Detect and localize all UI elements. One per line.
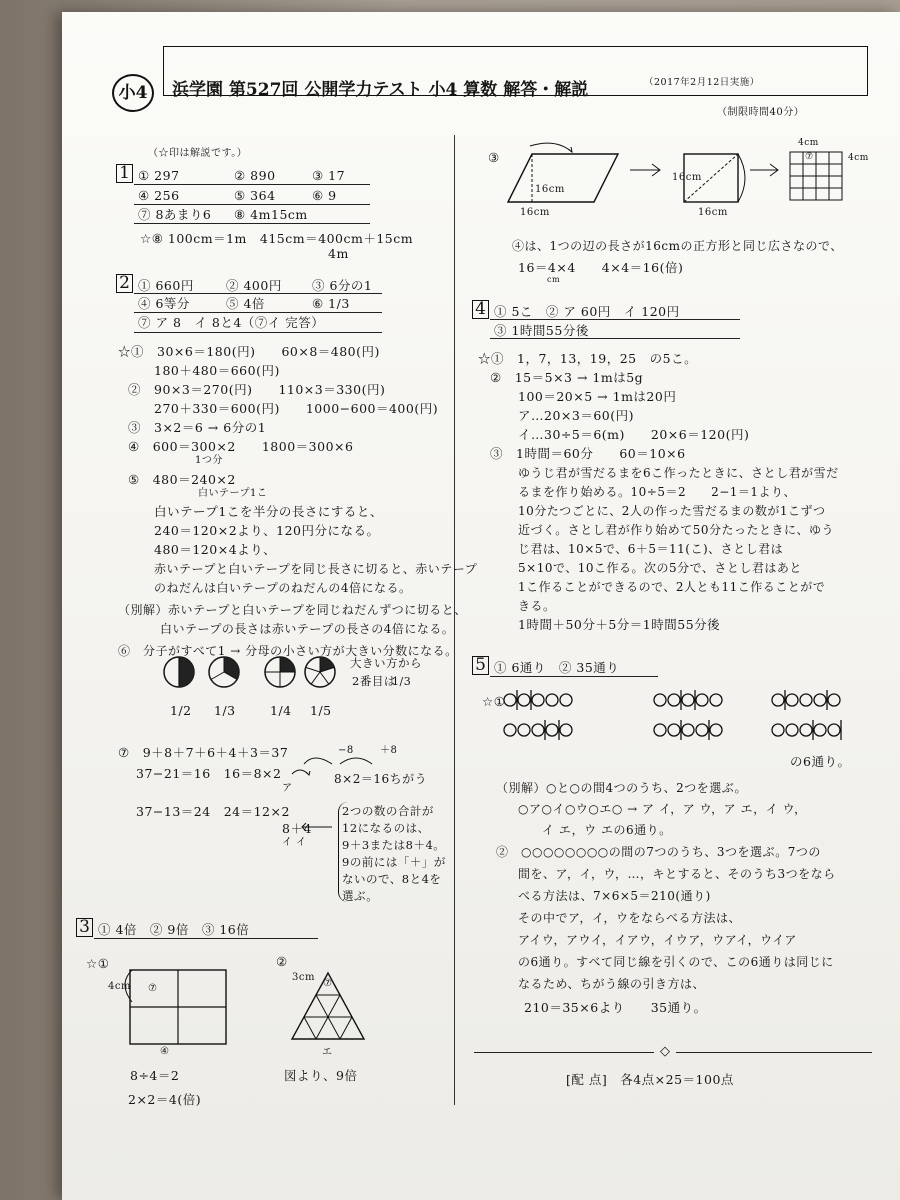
s4-line-7: ゆうじ君が雪だるまを6こ作ったときに、さとし君が雪だ bbox=[518, 466, 839, 480]
s3-fig1-eq2: 2×2＝4(倍) bbox=[128, 1092, 202, 1107]
s3-fig1-star: ☆① bbox=[86, 956, 110, 971]
box-note-1: 2つの数の合計が bbox=[342, 804, 434, 818]
s3-fig2-caption: 図より、9倍 bbox=[284, 1068, 358, 1083]
frac-label-1: 1/2 bbox=[170, 703, 192, 718]
pattern-circle bbox=[682, 724, 694, 736]
s4-line-3: 100＝20×5 → 1mは20円 bbox=[518, 389, 677, 404]
s4-line-4: ア…20×3＝60(円) bbox=[518, 408, 634, 423]
pattern-circle bbox=[546, 724, 558, 736]
s3-fig1-cell: ⑦ bbox=[148, 983, 158, 994]
q3-dim-6: 4cm bbox=[848, 153, 869, 163]
column-divider bbox=[454, 135, 455, 1105]
q3-dim-4: 16cm bbox=[698, 207, 728, 218]
q7-line-3: ア bbox=[282, 783, 293, 794]
s5-line-4: ② ○○○○○○○○の間の7つのうち、3つを選ぶ。7つの bbox=[496, 845, 821, 859]
q3-label: ③ bbox=[488, 150, 500, 165]
pattern-circle bbox=[772, 724, 784, 736]
box-note-2: 12になるのは、 bbox=[342, 821, 430, 835]
pattern-circle bbox=[696, 694, 708, 706]
s1-a6: ⑥ 9 bbox=[312, 188, 337, 203]
s2-line-3: ② 90×3＝270(円) 110×3＝330(円) bbox=[128, 382, 386, 397]
s4-line-14: きる。 bbox=[518, 599, 556, 613]
s3-rule bbox=[94, 938, 318, 939]
pattern-circle bbox=[654, 724, 666, 736]
s4-line-12: 5×10で、10こ作る。次の5分で、さとし君はあと bbox=[518, 561, 802, 575]
s1-rule-1 bbox=[134, 184, 370, 185]
s2-line-1: ☆① 30×6＝180(円) 60×8＝480(円) bbox=[118, 344, 380, 359]
note: （☆印は解説です。） bbox=[148, 148, 248, 159]
fraction-pies bbox=[162, 654, 342, 694]
circle-divider-patterns bbox=[502, 682, 862, 752]
s2-line-12: 480＝120×4より、 bbox=[154, 542, 277, 557]
header-limit: （制限時間40分） bbox=[717, 107, 805, 118]
pattern-circle bbox=[814, 694, 826, 706]
s4-line-10: 近づく。さとし君が作り始めて50分たったときに、ゆう bbox=[518, 523, 835, 537]
pattern-circle bbox=[654, 694, 666, 706]
pattern-circle bbox=[800, 694, 812, 706]
section-3-number: 3 bbox=[76, 918, 93, 937]
s1-explanation: ☆⑧ 100cm＝1m 415cm＝400cm＋15cm bbox=[140, 231, 414, 246]
s2-line-13: 赤いテープと白いテープを同じ長さに切ると、赤いテープ bbox=[154, 562, 478, 576]
s4-line-8: るまを作り始める。10÷5＝2 2−1＝1より、 bbox=[518, 485, 797, 499]
pattern-circle bbox=[786, 694, 798, 706]
s5-line-9: の6通り。すべて同じ線を引くので、この6通りは同じに bbox=[518, 955, 834, 969]
arc-plus: ＋8 bbox=[380, 745, 398, 756]
q3-cell: ⑦ bbox=[805, 152, 814, 162]
s4-line-6: ③ 1時間＝60分 60＝10×6 bbox=[490, 446, 686, 461]
section-5-number: 5 bbox=[472, 656, 489, 675]
pattern-circle bbox=[696, 724, 708, 736]
s2-a5: ⑤ 4倍 bbox=[226, 296, 265, 311]
s1-a1: ① 297 bbox=[138, 168, 180, 183]
s1-a7: ⑦ 8あまり6 bbox=[138, 207, 212, 222]
pattern-circle bbox=[772, 694, 784, 706]
s2-rule-2 bbox=[134, 312, 382, 313]
s3-fig2-dim: 3cm bbox=[292, 972, 315, 983]
s2-a2: ② 400円 bbox=[226, 278, 282, 293]
s4-line-1: ☆① 1，7，13，19，25 の5こ。 bbox=[478, 351, 698, 366]
s2-line-17: ⑥ 分子がすべて1 → 分母の小さい方が大きい分数になる。 bbox=[118, 644, 458, 658]
s4-a1: ① 5こ ② ア 60円 イ 120円 bbox=[494, 304, 680, 319]
s5-line-8: アイウ，アウイ，イアウ，イウア，ウアイ，ウイア bbox=[518, 933, 797, 947]
square-grid-figure bbox=[122, 966, 222, 1052]
s2-line-14: のねだんは白いテープのねだんの4倍になる。 bbox=[154, 581, 412, 595]
s4-line-2: ② 15＝5×3 → 1mは5g bbox=[490, 370, 644, 385]
q7-line-6: イ イ bbox=[282, 837, 307, 848]
s4-line-13: 1こ作ることができるので、2人とも11こ作ることがで bbox=[518, 580, 826, 594]
s3-fig2-bottom: エ bbox=[322, 1047, 333, 1058]
arc-result: 8×2＝16ちがう bbox=[334, 772, 428, 786]
answer-sheet bbox=[62, 12, 900, 1200]
q3-dim-1: 16cm bbox=[535, 184, 565, 195]
s5-line-5: 間を、ア，イ，ウ，…，キとすると、そのうち3つをなら bbox=[518, 867, 836, 881]
s4-rule-2 bbox=[490, 338, 740, 339]
s4-line-9: 10分たつごとに、2人の作った雪だるまの数が1こずつ bbox=[518, 504, 826, 518]
pie-1-3 bbox=[209, 657, 239, 687]
frac-note-3: 1/3 bbox=[392, 675, 412, 688]
s1-a2: ② 890 bbox=[234, 168, 276, 183]
frac-note-2: 2番目は bbox=[352, 674, 396, 688]
s2-a1: ① 660円 bbox=[138, 278, 194, 293]
pattern-circle bbox=[504, 724, 516, 736]
header-date: （2017年2月12日実施） bbox=[644, 77, 760, 88]
pattern-circle bbox=[560, 694, 572, 706]
s1-a8: ⑧ 4m15cm bbox=[234, 207, 308, 222]
q7-line-1: ⑦ 9＋8＋7＋6＋4＋3＝37 bbox=[118, 745, 289, 760]
triangle-figure bbox=[288, 967, 388, 1047]
pattern-circle bbox=[786, 724, 798, 736]
s2-line-5: ③ 3×2＝6 → 6分の1 bbox=[128, 420, 267, 435]
s1-a5: ⑤ 364 bbox=[234, 188, 276, 203]
q3-line-1: ④は、1つの辺の長さが16cmの正方形と同じ広さなので、 bbox=[512, 239, 843, 253]
s2-line-15: （別解）赤いテープと白いテープを同じねだんずつに切ると、 bbox=[118, 603, 467, 617]
pattern-circle bbox=[518, 694, 530, 706]
pattern-circle bbox=[668, 724, 680, 736]
section-4-number: 4 bbox=[472, 300, 489, 319]
s2-line-16: 白いテープの長さは赤いテープの長さの4倍になる。 bbox=[160, 622, 455, 636]
s2-line-9: 白いテープ1こ bbox=[198, 488, 268, 499]
s1-a3: ③ 17 bbox=[312, 168, 346, 183]
s5-star: ☆① bbox=[482, 694, 506, 709]
pattern-circle bbox=[504, 694, 516, 706]
s2-a7: ⑦ ア 8 イ 8と4（⑦イ 完答） bbox=[138, 315, 325, 330]
s5-line-3: イ エ，ウ エの6通り。 bbox=[542, 823, 672, 837]
q7-line-4: 37−13＝24 24＝12×2 bbox=[136, 804, 290, 819]
s1-rule-3 bbox=[134, 223, 370, 224]
s5-line-11: 210＝35×6より 35通り。 bbox=[524, 1000, 707, 1015]
q3-line-3: cm bbox=[547, 275, 561, 284]
pattern-circle bbox=[546, 694, 558, 706]
s3-fig2-cell: ⑦ bbox=[323, 978, 333, 989]
q7-line-2: 37−21＝16 16＝8×2 bbox=[136, 766, 282, 781]
pattern-circle bbox=[828, 724, 840, 736]
s3-fig1-bottom: ④ bbox=[160, 1046, 170, 1057]
s2-line-6: ④ 600＝300×2 1800＝300×6 bbox=[128, 439, 354, 454]
s5-answers: ① 6通り ② 35通り bbox=[494, 660, 620, 675]
q3-dim-3: 16cm bbox=[672, 172, 702, 183]
s5-line-10: なるため、ちがう線の引き方は、 bbox=[518, 977, 706, 991]
pattern-circle bbox=[814, 724, 826, 736]
s4-line-15: 1時間＋50分＋5分＝1時間55分後 bbox=[518, 617, 721, 632]
q3-dim-2: 16cm bbox=[520, 207, 550, 218]
pattern-circle bbox=[532, 724, 544, 736]
frac-label-4: 1/5 bbox=[310, 703, 332, 718]
s1-sub: 4m bbox=[328, 246, 349, 261]
s2-line-7: 1つ分 bbox=[195, 455, 223, 466]
s2-rule-3 bbox=[134, 332, 382, 333]
pattern-circle bbox=[560, 724, 572, 736]
s2-line-11: 240＝120×2より、120円分になる。 bbox=[154, 523, 380, 538]
s3-fig1-eq1: 8÷4＝2 bbox=[130, 1068, 180, 1083]
frac-label-2: 1/3 bbox=[214, 703, 236, 718]
pattern-circle bbox=[682, 694, 694, 706]
box-note-4: 9の前には「＋」が bbox=[342, 855, 446, 869]
pattern-circle bbox=[710, 724, 722, 736]
s2-line-2: 180＋480＝660(円) bbox=[154, 363, 280, 378]
box-note-5: ないので、8と4を bbox=[342, 872, 442, 886]
s2-rule-1 bbox=[134, 293, 382, 294]
pattern-circle bbox=[532, 694, 544, 706]
section-2-number: 2 bbox=[116, 274, 133, 293]
box-note-6: 選ぶ。 bbox=[342, 889, 379, 903]
s2-line-8: ⑤ 480＝240×2 bbox=[128, 472, 236, 487]
frac-label-3: 1/4 bbox=[270, 703, 292, 718]
box-note-3: 9＋3または8＋4。 bbox=[342, 838, 446, 852]
q7-line-5: 8＋4 bbox=[282, 821, 312, 836]
s2-line-10: 白いテープ1こを半分の長さにすると、 bbox=[154, 504, 383, 519]
score-summary: [配 点] 各4点×25＝100点 bbox=[566, 1072, 734, 1087]
pie-1-4 bbox=[265, 657, 295, 687]
s4-line-5: イ…30÷5＝6(m) 20×6＝120(円) bbox=[518, 427, 750, 442]
q3-dim-5: 4cm bbox=[798, 138, 819, 148]
pie-1-5 bbox=[305, 657, 335, 687]
s2-a3: ③ 6分の1 bbox=[312, 278, 373, 293]
footer-rule-left bbox=[474, 1052, 654, 1053]
s5-line-1: （別解）○と○の間4つのうち、2つを選ぶ。 bbox=[496, 781, 747, 795]
s3-fig1-dim: 4cm bbox=[108, 981, 131, 992]
footer-rule-right bbox=[676, 1052, 872, 1053]
s1-a4: ④ 256 bbox=[138, 188, 180, 203]
s4-a2: ③ 1時間55分後 bbox=[494, 323, 589, 338]
pattern-circle bbox=[668, 694, 680, 706]
s5-line-7: その中でア，イ，ウをならべる方法は、 bbox=[518, 911, 741, 925]
pattern-circle bbox=[710, 694, 722, 706]
pie-1-2 bbox=[164, 657, 194, 687]
s3-fig2-label: ② bbox=[276, 954, 288, 969]
s5-end: の6通り。 bbox=[790, 754, 851, 769]
arc-minus: −8 bbox=[338, 745, 354, 756]
s5-line-6: べる方法は、7×6×5＝210(通り) bbox=[518, 889, 711, 903]
section-1-number: 1 bbox=[116, 164, 133, 183]
s2-line-4: 270＋330＝600(円) 1000−600＝400(円) bbox=[154, 401, 439, 416]
s1-rule-2 bbox=[134, 204, 370, 205]
q3-line-2: 16＝4×4 4×4＝16(倍) bbox=[518, 260, 684, 275]
pattern-circle bbox=[800, 724, 812, 736]
s5-line-2: ○ア○イ○ウ○エ○ → ア イ，ア ウ，ア エ，イ ウ， bbox=[518, 802, 807, 816]
pattern-circle bbox=[828, 694, 840, 706]
pattern-circle bbox=[518, 724, 530, 736]
grade-badge: 小4 bbox=[112, 74, 154, 112]
s2-a6: ⑥ 1/3 bbox=[312, 296, 350, 311]
s4-rule-1 bbox=[490, 319, 740, 320]
s3-answers: ① 4倍 ② 9倍 ③ 16倍 bbox=[98, 922, 250, 937]
frac-note-1: 大きい方から bbox=[350, 656, 422, 670]
footer-diamond-icon: ◇ bbox=[660, 1044, 671, 1059]
s2-a4: ④ 6等分 bbox=[138, 296, 190, 311]
s4-line-11: じ君は、10×5で、6＋5＝11(こ)、さとし君は bbox=[518, 542, 784, 556]
s5-rule bbox=[490, 676, 658, 677]
header-title: 浜学園 第527回 公開学力テスト 小4 算数 解答・解説 bbox=[172, 80, 589, 100]
